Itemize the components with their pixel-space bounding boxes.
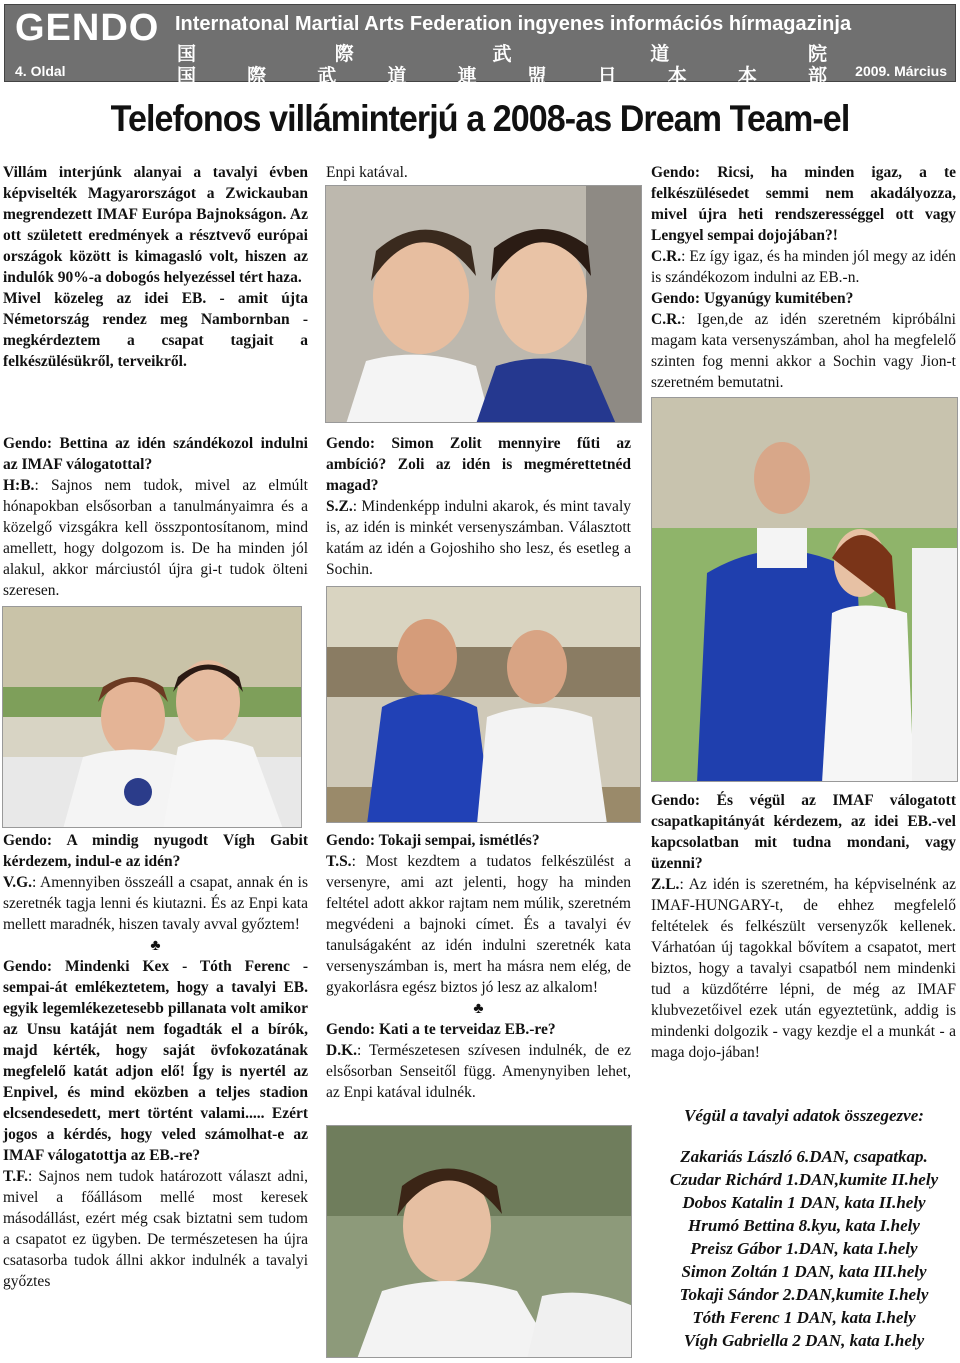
clover-separator: ♣ xyxy=(150,937,161,954)
photo-two-men xyxy=(326,586,641,823)
col1-intro xyxy=(3,162,308,372)
clover-separator: ♣ xyxy=(473,1000,484,1017)
question: Gendo: Ricsi, ha minden igaz, a te felkészülésedet semmi nem akadályozza, mivel újra heti rendszerességgel ott vagy Lengyel sempai dojojában?! xyxy=(651,164,956,244)
answer: V.G.: Amennyiben összeáll a csapat, annak én is szeretnék tagja lenni és kiutazni. És az Enpi kata mellett maradnék, hiszen tavaly avval győztem! xyxy=(3,874,308,933)
question: Gendo: Kati a te terveidaz EB.-re? xyxy=(326,1021,556,1038)
question: Gendo: Ugyanúgy kumitében? xyxy=(651,290,854,307)
masthead-kanji-row1: 国 際 武 道 院 xyxy=(177,43,827,65)
answer: H:B.: Sajnos nem tudok, mivel az elmúlt hónapokban elsősorban a tanulmányaimra és a közelgő vizsgákra kell összpontosítanom, mind amellett, hogy dolgozom is. De ha minden jól alakul, akkor márciustól újra gi-t tudok ölteni szeresen. xyxy=(3,477,308,599)
masthead-logo: GENDO xyxy=(15,7,160,49)
summary-heading: Végül a tavalyi adatok összegezve: xyxy=(684,1106,924,1125)
result-line: Simon Zoltán 1 DAN, kata III.hely xyxy=(681,1262,927,1281)
col1-bettina xyxy=(3,433,308,601)
result-line: Vígh Gabriella 2 DAN, kata I.hely xyxy=(683,1331,925,1350)
col1-gabi xyxy=(3,830,308,1292)
intro-paragraph: Villám interjúnk alanyai a tavalyi évben képviselték Magyarországot a Zwickauban megrendezett IMAF Európa Bajnokságon. Az ott született eredmények a résztvevő európai országok között is kimagasló volt, hiszen az indulók 90%-a dobogós helyezéssel tért haza. xyxy=(3,164,308,286)
continuation: Enpi katával. xyxy=(326,164,408,181)
result-line: Preisz Gábor 1.DAN, kata I.hely xyxy=(690,1239,918,1258)
issue-date: 2009. Március xyxy=(855,63,947,79)
intro-paragraph-2: Mivel közeleg az idei EB. - amit újta Németország rendez meg Nambornban - megkérdeztem a csapat tagjait a felkészülésükről, terveikről. xyxy=(3,290,308,370)
photo-two-young-men xyxy=(325,185,642,423)
answer: T.S.: Most kezdtem a tudatos felkészülést a versenyre, ami azt jelenti, hogy ha minden feltétel adott akkor rajtam nem múlik, szeretném megvédeni a bajnoki címet. És a tavalyi év tanulságaként az idén indulni szeretnék kata versenyszámban is, mert ha másra nem elég, de gyakorlásra egész biztos jó lesz az alkalom! xyxy=(326,853,631,996)
result-line: Tóth Ferenc 1 DAN, kata I.hely xyxy=(692,1308,916,1327)
col3-ricsi xyxy=(651,162,956,393)
masthead-kanji-row2: 国 際 武 道 連 盟 日 本 本 部 xyxy=(177,65,827,87)
answer: D.K.: Természetesen szívesen indulnék, de ez elsősorban Senseitől függ. Amenynyiben lehet, az Enpi katával idulnék. xyxy=(326,1042,631,1101)
question: Gendo: Tokaji sempai, ismétlés? xyxy=(326,832,540,849)
results-summary xyxy=(651,1104,957,1352)
result-line: Hrumó Bettina 8.kyu, kata I.hely xyxy=(688,1216,920,1235)
col2-simon xyxy=(326,433,631,580)
article-title: Telefonos villáminterjú a 2008-as Dream Team-el xyxy=(110,98,850,139)
question: Gendo: És végül az IMAF válogatott csapatkapitányát kérdezem, az idei EB.-vel kapcsolatban mit tudna mondani, vagy üzenni? xyxy=(651,792,956,872)
question: Gendo: Mindenki Kex - Tóth Ferenc - sempai-át emlékeztetem, hogy a tavalyi EB. egyik legemlékezetesebb pillanata volt amikor az Unsu katáját nem fogadták el a bírók, majd kérték, hogy saját övfokozatának megfelelő katát adjon elő! Így is nyertél az Enpivel, és mind eközben a teljes stadion elcsendesedett, mert történt valami..... Ezért jogos a kérdés, hogy veled számolhat-e az IMAF válogatottja az EB.-re? xyxy=(3,958,308,1164)
answer: Z.L.: Az idén is szeretném, ha képviselnénk az IMAF-HUNGARY-t, de ehhez megfelelő feltételek és felkészült versenyzők kellenek. Várhatóan új tagokkal bővítem a csapatot, mert biztos, hogy a tavalyi csapatból nem mindenki tud a küzdőtérre lépni, de még az IMAF klubvezetőivel ezek után egyeztetünk, addig is mindenki dolgozik - vagy kezdje el a munkát - a maga dojo-jában! xyxy=(651,876,956,1061)
answer: C.R.: Igen,de az idén szeretném kipróbálni magam kata versenyszámban, ahol ha megfelelő szinten fog menni akkor a Sochin vagy Jion-t szeretném bemutatni. xyxy=(651,311,956,391)
photo-two-women xyxy=(2,606,302,828)
col2-tokaji xyxy=(326,830,631,1103)
result-line: Dobos Katalin 1 DAN, kata II.hely xyxy=(682,1193,926,1212)
page-number: 4. Oldal xyxy=(15,63,66,79)
answer: T.F.: Sajnos nem tudok határozott választ adni, mivel a főállásom mellé most keresek másodállást, ezért még csak biztatni sem tudom a csapatot ez ügyben. De természetesen ha újra csatasorba tudok állni akkor indulnék a tavalyi győztes xyxy=(3,1168,308,1290)
result-line: Czudar Richárd 1.DAN,kumite II.hely xyxy=(669,1170,939,1189)
photo-couple xyxy=(651,397,958,782)
answer: S.Z.: Mindenképp indulni akarok, és mint tavaly is, az idén is minkét versenyszámban. Választott katám az idén a Gojoshiho sho lesz, és esetleg a Sochin. xyxy=(326,498,631,578)
question: Gendo: A mindig nyugodt Vígh Gabit kérdezem, indul-e az idén? xyxy=(3,832,308,870)
photo-woman-portrait xyxy=(326,1125,632,1358)
masthead-tagline: Internatonal Martial Arts Federation ingyenes információs hírmagazinja xyxy=(175,13,852,35)
col3-captain xyxy=(651,790,956,1063)
question: Gendo: Bettina az idén szándékozol indulni az IMAF válogatottal? xyxy=(3,435,308,473)
result-line: Zakariás László 6.DAN, csapatkap. xyxy=(680,1147,928,1166)
col2-top xyxy=(326,162,631,183)
result-line: Tokaji Sándor 2.DAN,kumite I.hely xyxy=(679,1285,929,1304)
question: Gendo: Simon Zolit mennyire fűti az ambíció? Zoli az idén is megmérettetnéd magad? xyxy=(326,435,631,494)
masthead xyxy=(4,4,956,87)
answer: C.R.: Ez így igaz, és ha minden jól megy az idén is szándékozom indulni az EB.-n. xyxy=(651,248,956,286)
